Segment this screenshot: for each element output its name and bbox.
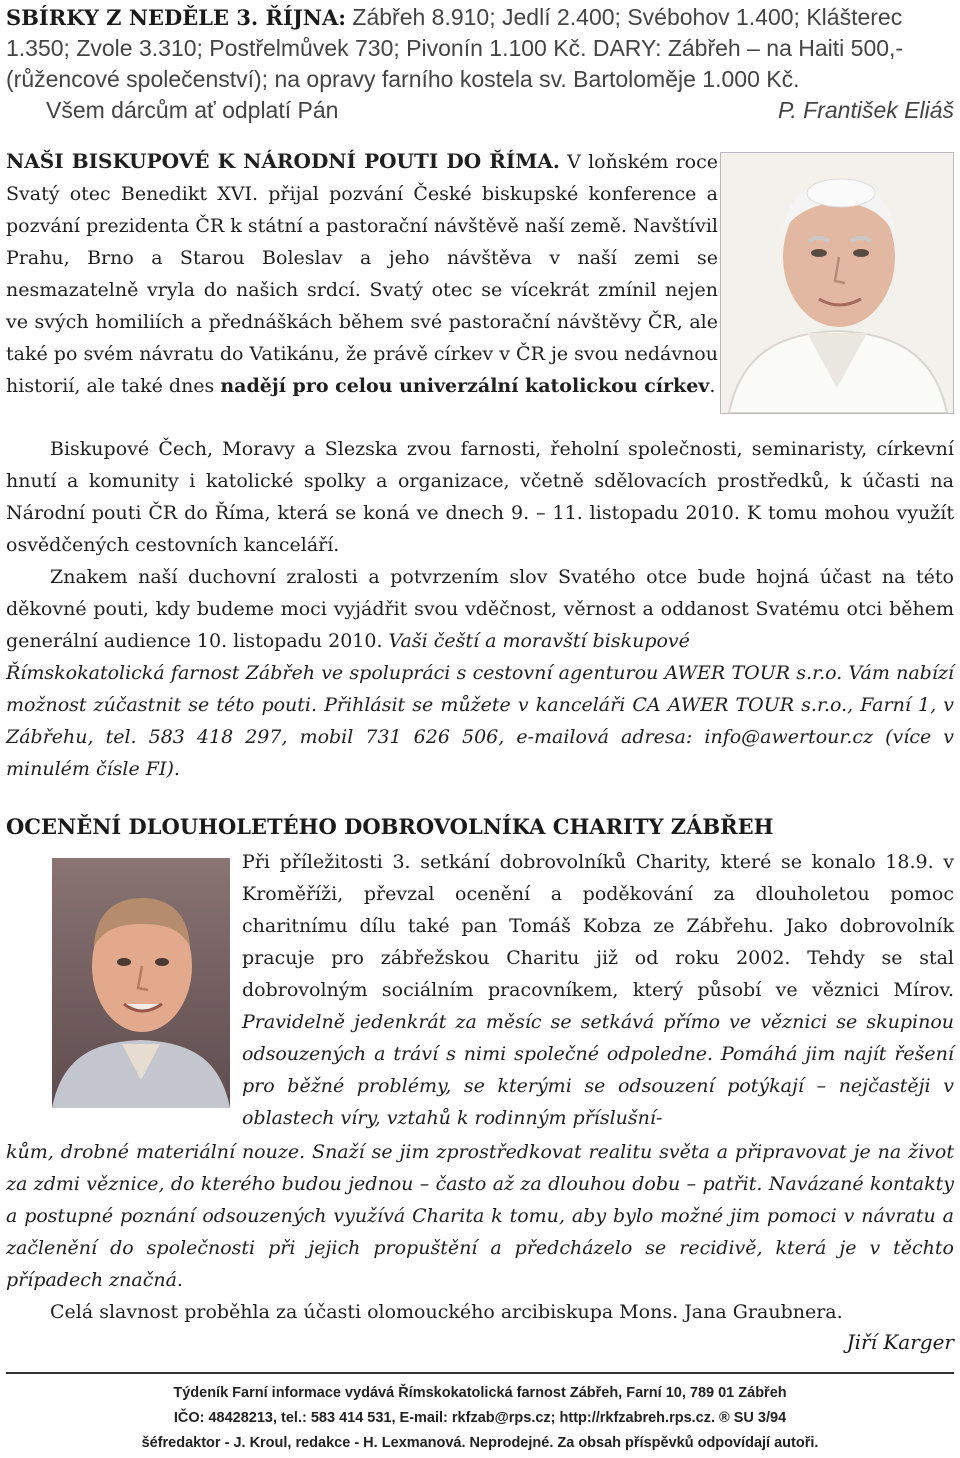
tomas-kobza-photo [52, 858, 230, 1108]
pilgrimage-text-1-end: . [709, 375, 716, 397]
pilgrimage-heading: NAŠI BISKUPOVÉ K NÁRODNÍ POUTI DO ŘÍMA. [6, 149, 560, 173]
collections-thanks: Všem dárcům ať odplatí Pán [46, 97, 339, 123]
pilgrimage-paragraph-3 [6, 561, 954, 657]
volunteer-award-text: Při příležitosti 3. setkání dobrovolníků Charity, které se konalo 18.9. v Kroměříži, převzal ocenění a poděkování za dlouholetou pomoc charitnímu dílu také pan Tomáš Kobza ze Zábřehu. Jako dobrovolník pracuje pro zábřežskou Charitu již od roku 2002. Tehdy se stal dobrovolným sociálním pracovníkem, který působí ve věznici Mírov. [242, 851, 954, 1001]
pilgrimage-text-3: Znakem naší duchovní zralosti a potvrzením slov Svatého otce bude hojná účast na této děkovné pouti, kdy budeme moci vyjádřit svou vděčnost, věrnost a oddanost Svatému otci během generální audience 10. listopadu 2010. [6, 566, 954, 652]
collections-line-1 [6, 2, 954, 33]
pilgrimage-paragraph-2: Biskupové Čech, Moravy a Slezska zvou farnosti, řeholní společnosti, seminaristy, církevní hnutí a komunity i katolické spolky a organizace, včetně sdělovacích prostředků, k účasti na Národní pouti ČR do Říma, která se koná ve dnech 9. – 11. listopadu 2010. K tomu mohou využít osvědčených cestovních kanceláří. [6, 438, 954, 556]
footer-line-contact: IČO: 48428213, tel.: 583 414 531, E-mail: rkfzab@rps.cz; http://rkfzabreh.rps.cz. ® SU 3/94 [173, 1410, 787, 1426]
collections-section [6, 2, 954, 126]
collections-signature: P. František Eliáš [778, 97, 954, 123]
volunteer-portrait-illustration [52, 858, 230, 1108]
footer-divider [6, 1372, 954, 1374]
imprint-footer [6, 1381, 954, 1456]
collections-heading: SBÍRKY Z NEDĚLE 3. ŘÍJNA: [6, 5, 347, 30]
volunteer-award-text-wrap [242, 846, 954, 1134]
collections-text-3: (růžencové společenství); na opravy farního kostela sv. Bartoloměje 1.000 Kč. [6, 66, 800, 92]
pope-benedict-photo [720, 152, 954, 414]
pope-portrait-illustration [721, 153, 953, 413]
volunteer-award-paragraph-2: Celá slavnost proběhla za účasti olomouckého arcibiskupa Mons. Jana Graubnera. [50, 1301, 843, 1323]
pilgrimage-highlight: nadějí pro celou univerzální katolickou církev [220, 375, 710, 397]
volunteer-award-continued [6, 1136, 954, 1328]
volunteer-award-paragraph-1 [242, 846, 954, 1134]
pilgrimage-paragraph-1 [6, 145, 718, 402]
volunteer-award-heading: OCENĚNÍ DLOUHOLETÉHO DOBROVOLNÍKA CHARITY ZÁBŘEH [6, 814, 774, 839]
collections-text-2: 1.350; Zvole 3.310; Postřelmůvek 730; Pivonín 1.100 Kč. DARY: Zábřeh – na Haiti 500,- [6, 35, 904, 61]
pilgrimage-text-1: V loňském roce Svatý otec Benedikt XVI. přijal pozvání České biskupské konference a pozvání prezidenta ČR k státní a pastorační návštěvě naší země. Navštívil Prahu, Brno a Starou Boleslav a jeho návštěva v naší zemi se nesmazatelně vryla do našich srdcí. Svatý otec se vícekrát zmínil nejen ve svých homiliích a přednáškách během své pastorační návštěvy ČR, ale také po svém návratu do Vatikánu, že právě církev v ČR je svou nedávnou historií, ale také dnes [6, 151, 718, 397]
collections-thanks-row [6, 95, 954, 126]
article-author: Jiří Karger [846, 1330, 954, 1354]
volunteer-award-italic: Pravidelně jedenkrát za měsíc se setkává přímo ve věznici se skupinou odsouzených a tráví s nimi společné odpoledne. Pomáhá jim najít řešení pro běžné problémy, se kterými se odsouzení potýkají – nejčastěji v oblastech víry, vztahů k rodinným příslušní- [242, 1011, 954, 1129]
pilgrimage-continued [6, 433, 954, 785]
footer-line-publisher: Týdeník Farní informace vydává Římskokatolická farnost Zábřeh, Farní 10, 789 01 Zábřeh [173, 1385, 787, 1401]
volunteer-award-italic-cont: kům, drobné materiální nouze. Snaží se jim zprostředkovat realitu světa a připravovat je na život za zdmi věznice, do kterého budou jednou – často až za dlouhou dobu – patřit. Navázané kontakty a postupné poznání odsouzených využívá Charita k tomu, aby bylo možné jim pomoci v návratu a začlenění do společnosti při jejich propuštění a předcházelo se recidivě, která je v těchto případech značná. [6, 1141, 954, 1291]
pilgrimage-bishops-signature: Vaši čeští a moravští biskupové [388, 630, 690, 652]
collections-text-1: Zábřeh 8.910; Jedlí 2.400; Svébohov 1.400; Klášterec [346, 4, 903, 30]
footer-line-editors: šéfredaktor - J. Kroul, redakce - H. Lexmanová. Neprodejné. Za obsah příspěvků odpovídají autoři. [141, 1435, 819, 1451]
pilgrimage-paragraph-4: Římskokatolická farnost Zábřeh ve spolupráci s cestovní agenturou AWER TOUR s.r.o. Vám nabízí možnost zúčastnit se této pouti. Přihlásit se můžete v kanceláři CA AWER TOUR s.r.o., Farní 1, v Zábřehu, tel. 583 418 297, mobil 731 626 506, e-mailová adresa: info@awertour.cz (více v minulém čísle FI). [6, 662, 954, 780]
